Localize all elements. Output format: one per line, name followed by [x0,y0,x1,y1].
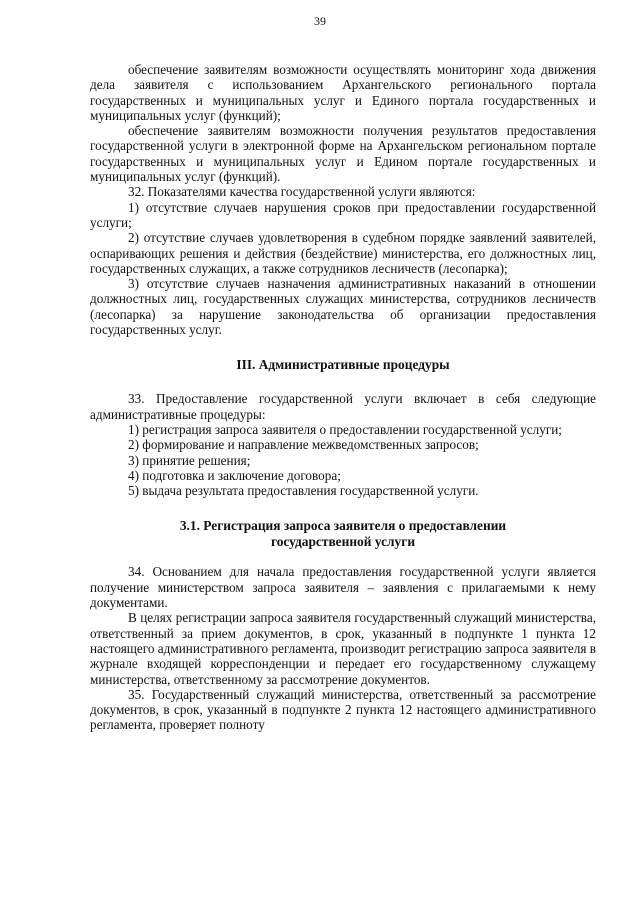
list-item: 2) формирование и направление межведомственных запросов; [128,437,479,453]
document-body [90,62,596,733]
subsection-heading [90,518,596,550]
subsection-heading-line: 3.1. Регистрация запроса заявителя о предоставлении [179,518,507,534]
paragraph: 33. Предоставление государственной услуги включает в себя следующие административные процедуры: [90,391,596,422]
paragraph: 34. Основанием для начала предоставления государственной услуги является получение министерством запроса заявителя – заявления с прилагаемыми к нему документами. [90,564,596,611]
paragraph: 35. Государственный служащий министерства, ответственный за рассмотрение документов, в срок, указанный в подпункте 2 пункта 12 настоящего административного регламента, проверяет полноту [90,686,596,733]
list-item: 3) принятие решения; [128,452,251,468]
list-item: 1) регистрация запроса заявителя о предоставлении государственной услуги; [128,421,562,437]
list-item: 3) отсутствие случаев назначения административных наказаний в отношении должностных лиц, государственных служащих министерства, сотрудников лесничеств (лесопарка) за нарушение законодательства об организации предоставления государственных услуг. [90,276,596,338]
list-item: 2) отсутствие случаев удовлетворения в судебном порядке заявлений заявителей, оспаривающих решения и действия (бездействие) министерства, его должностных лиц, государственных служащих, а также сотрудников лесничеств (лесопарка); [90,230,596,276]
paragraph: обеспечение заявителям возможности получения результатов предоставления государственной услуги в электронной форме на Архангельском региональном портале государственных и муниципальных услуг и Едином портале государственных и муниципальных услуг (функций). [90,123,596,185]
page-number: 39 [314,14,326,28]
list-item: 1) отсутствие случаев нарушения сроков при предоставлении государственной услуги; [90,199,596,230]
list-item: 4) подготовка и заключение договора; [128,467,341,483]
paragraph: В целях регистрации запроса заявителя государственный служащий министерства, ответственный за прием документов, в срок, указанный в подпункте 1 пункта 12 настоящего административного регламента, производит регистрацию запроса заявителя в журнале входящей корреспонденции и передает его государственному служащему министерства, ответственному за рассмотрение документов. [90,610,596,687]
subsection-heading-line: государственной услуги [270,534,416,550]
section-heading: III. Административные процедуры [236,357,450,373]
paragraph: обеспечение заявителям возможности осуществлять мониторинг хода движения дела заявителя с использованием Архангельского регионального портала государственных и муниципальных услуг и Единого портала государственных и муниципальных услуг (функций); [90,62,596,123]
list-item: 5) выдача результата предоставления государственной услуги. [128,483,479,499]
paragraph: 32. Показателями качества государственной услуги являются: [128,184,476,200]
